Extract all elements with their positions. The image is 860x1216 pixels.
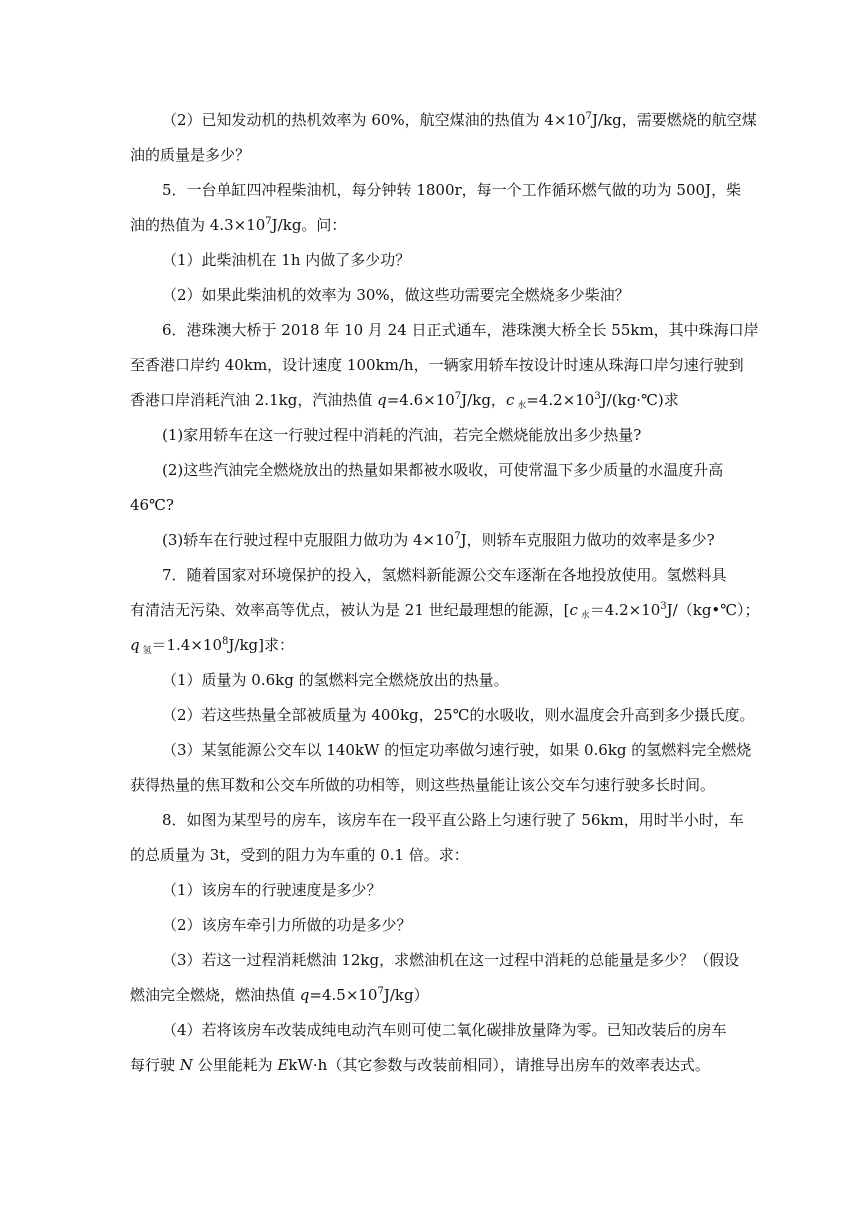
superscript: 8 xyxy=(222,636,229,647)
text: J，则轿车克服阻力做功的效率是多少? xyxy=(460,531,715,549)
q7-line3 xyxy=(130,628,294,662)
symbol-q: q xyxy=(299,986,310,1004)
q8-line1: 8．如图为某型号的房车，该房车在一段平直公路上匀速行驶了 56km，用时半小时，车 xyxy=(162,811,744,829)
symbol-q: q xyxy=(130,636,140,654)
q8-sub4-line2 xyxy=(130,1048,710,1082)
subscript: 水 xyxy=(577,611,590,621)
text: J/（kg•℃）； xyxy=(666,601,760,619)
q6-line2: 至香港口岸约 40km，设计速度 100km/h，一辆家用轿车按设计时速从珠海口岸匀速行驶到 xyxy=(130,356,744,374)
symbol-c: c xyxy=(569,601,578,619)
q8-sub2: （2）该房车牵引力所做的功是多少？ xyxy=(162,916,412,934)
q6-sub2-line2: 46℃? xyxy=(130,496,174,514)
q5-line2 xyxy=(130,208,346,242)
text: (3)轿车在行驶过程中克服阻力做功为 4×10 xyxy=(162,531,455,549)
text: ＝1.4×10 xyxy=(151,636,222,654)
q7-sub2: （2）若这些热量全部被质量为 400kg，25℃的水吸收，则水温度会升高到多少摄氏度。 xyxy=(162,706,755,724)
q8-sub3-line2 xyxy=(130,978,429,1012)
q5-sub2: （2）如果此柴油机的效率为 30%，做这些功需要完全燃烧多少柴油？ xyxy=(162,286,630,304)
q8-sub4-line1: （4）若将该房车改装成纯电动汽车则可使二氧化碳排放量降为零。已知改装后的房车 xyxy=(162,1021,727,1039)
superscript: 7 xyxy=(585,111,592,122)
q4-sub2-line2: 油的质量是多少？ xyxy=(130,146,251,164)
text: =4.5×10 xyxy=(309,986,378,1004)
superscript: 7 xyxy=(454,531,461,542)
text: =4.6×10 xyxy=(386,391,455,409)
q8-line2: 的总质量为 3t，受到的阻力为车重的 0.1 倍。求： xyxy=(130,846,469,864)
text: J/kg]求： xyxy=(228,636,294,654)
superscript: 7 xyxy=(377,986,384,997)
text: 每行驶 xyxy=(130,1056,180,1074)
superscript: 3 xyxy=(660,601,667,612)
text: J/kg， xyxy=(461,391,506,409)
q5-sub1: （1）此柴油机在 1h 内做了多少功？ xyxy=(162,251,411,269)
q6-sub3 xyxy=(162,523,715,557)
text: 有清洁无污染、效率高等优点，被认为是 21 世纪最理想的能源，[ xyxy=(130,601,570,619)
text: 公里能耗为 xyxy=(192,1056,278,1074)
text: （2）已知发动机的热机效率为 60%，航空煤油的热值为 4×10 xyxy=(162,111,586,129)
q7-sub1: （1）质量为 0.6kg 的氢燃料完全燃烧放出的热量。 xyxy=(162,671,509,689)
superscript: 7 xyxy=(454,391,462,402)
text: =4.2×10 xyxy=(526,391,595,409)
text: J/kg。问： xyxy=(271,216,347,234)
symbol-e: E xyxy=(277,1056,289,1074)
symbol-n: N xyxy=(179,1056,193,1074)
q8-sub1: （1）该房车的行驶速度是多少？ xyxy=(162,881,382,899)
superscript: 3 xyxy=(594,391,601,402)
q5-line1: 5．一台单缸四冲程柴油机，每分钟转 1800r，每一个工作循环燃气做的功为 500J，柴 xyxy=(162,181,742,199)
q6-sub2-line1: (2)这些汽油完全燃烧放出的热量如果都被水吸收，可使常温下多少质量的水温度升高 xyxy=(162,461,724,479)
q8-sub3-line1: （3）若这一过程消耗燃油 12kg，求燃油机在这一过程中消耗的总能量是多少？（假设 xyxy=(162,951,740,969)
text: 燃油完全燃烧，燃油热值 xyxy=(130,986,300,1004)
text: J/kg，需要燃烧的航空煤 xyxy=(592,111,757,129)
q6-line1: 6．港珠澳大桥于 2018 年 10 月 24 日正式通车，港珠澳大桥全长 55km，其中珠海口岸 xyxy=(162,321,759,339)
q7-line1: 7．随着国家对环境保护的投入，氢燃料新能源公交车逐渐在各地投放使用。氢燃料具 xyxy=(162,566,727,584)
q6-line3 xyxy=(130,383,679,417)
text: kW·h（其它参数与改装前相同），请推导出房车的效率表达式。 xyxy=(288,1056,710,1074)
symbol-q: q xyxy=(377,391,387,409)
subscript: 水 xyxy=(514,401,527,411)
q7-sub3-line1: （3）某氢能源公交车以 140kW 的恒定功率做匀速行驶，如果 0.6kg 的氢燃料完全燃烧 xyxy=(162,741,752,759)
q4-sub2-line1 xyxy=(162,103,757,137)
text: 香港口岸消耗汽油 2.1kg，汽油热值 xyxy=(130,391,378,409)
symbol-c: c xyxy=(505,391,515,409)
q6-sub1: (1)家用轿车在这一行驶过程中消耗的汽油，若完全燃烧能放出多少热量? xyxy=(162,426,642,444)
subscript: 氢 xyxy=(139,646,152,656)
q7-sub3-line2: 获得热量的焦耳数和公交车所做的功相等，则这些热量能让该公交车匀速行驶多长时间。 xyxy=(130,776,716,794)
superscript: 7 xyxy=(265,216,272,227)
text: J/kg） xyxy=(383,986,429,1004)
text: J/(kg·℃)求 xyxy=(600,391,679,409)
q7-line2 xyxy=(130,593,760,627)
text: ＝4.2×10 xyxy=(589,601,661,619)
text: 油的热值为 4.3×10 xyxy=(130,216,266,234)
